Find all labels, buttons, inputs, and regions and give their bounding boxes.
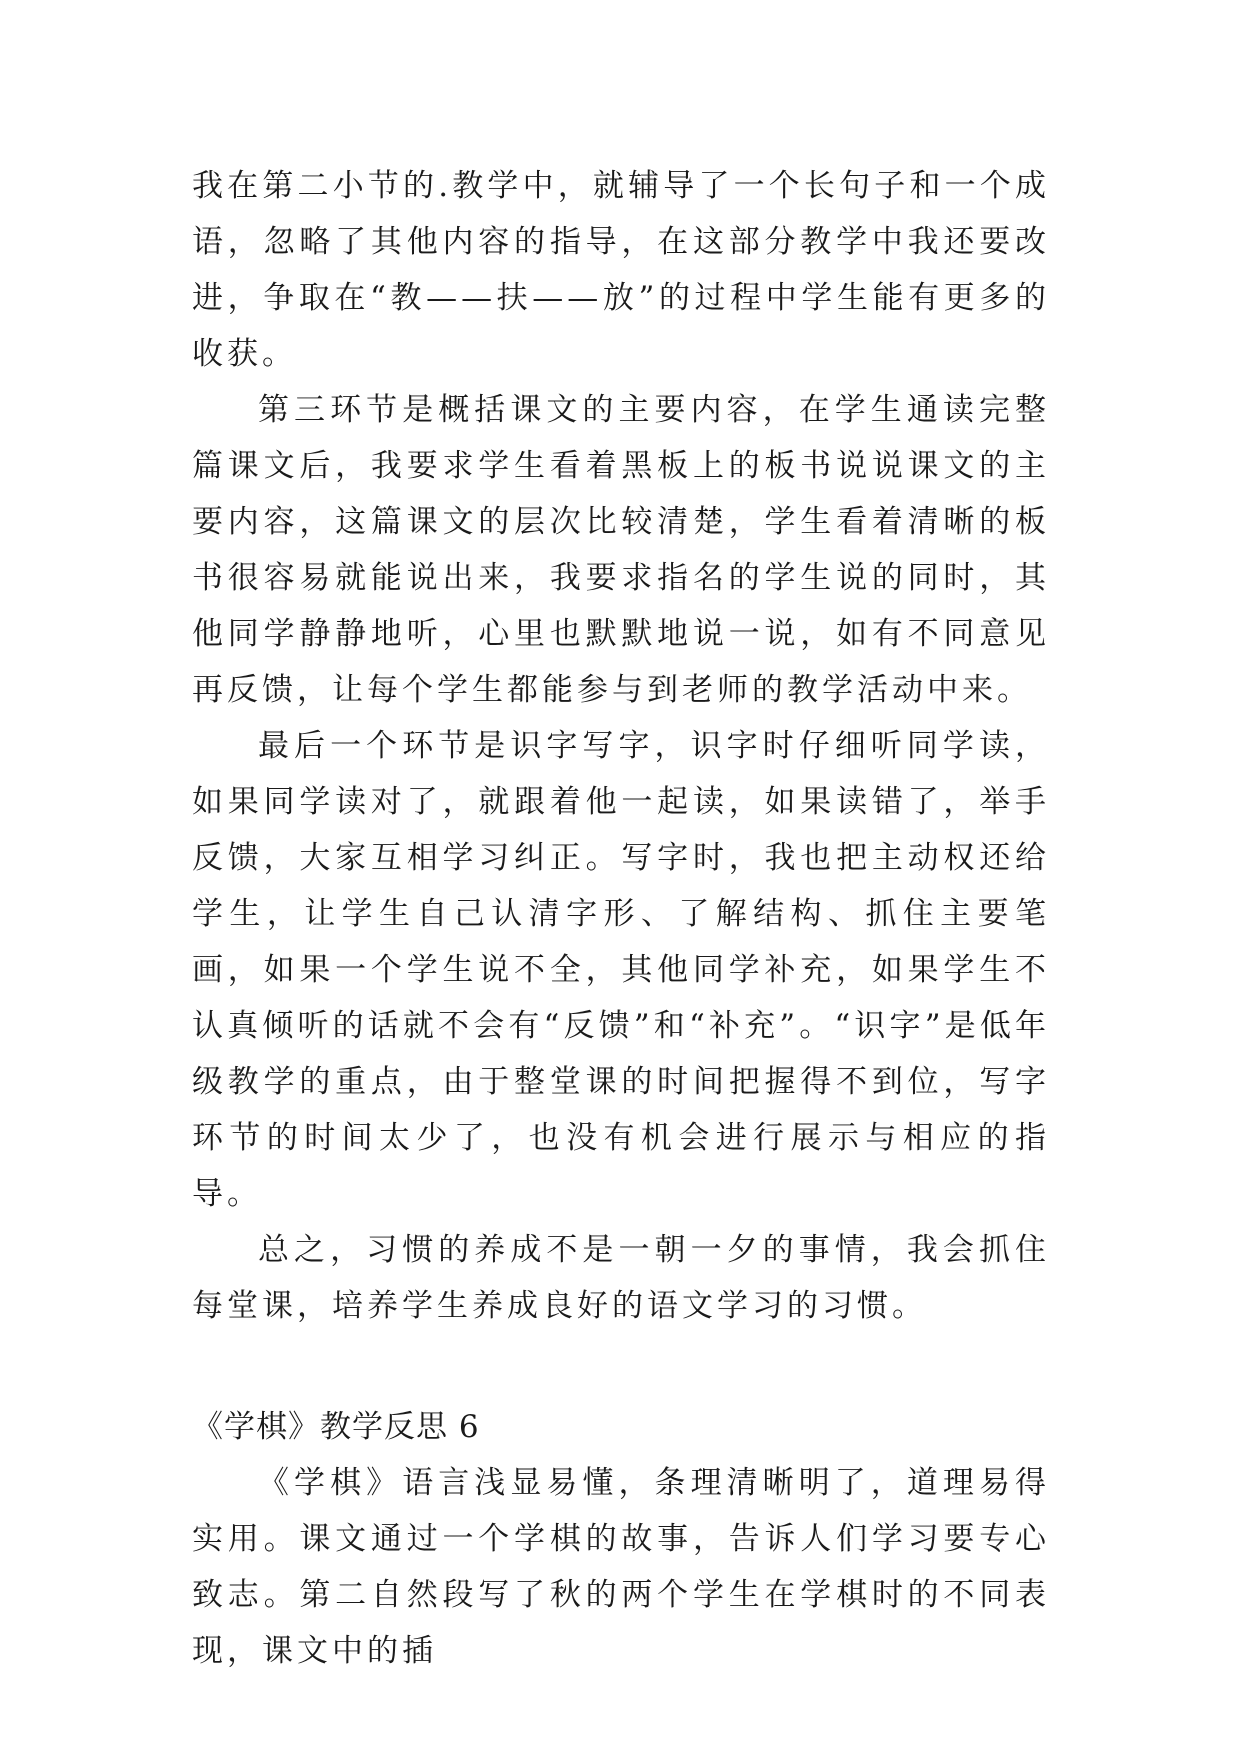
paragraph-4: 总之，习惯的养成不是一朝一夕的事情，我会抓住每堂课，培养学生养成良好的语文学习的习惯。	[192, 1232, 1050, 1324]
paragraph-2: 第三环节是概括课文的主要内容，在学生通读完整篇课文后，我要求学生看着黑板上的板书说说课文的主要内容，这篇课文的层次比较清楚，学生看着清晰的板书很容易就能说出来，我要求指名的学生说的同时，其他同学静静地听，心里也默默地说一说，如有不同意见再反馈，让每个学生都能参与到老师的教学活动中来。	[192, 392, 1050, 708]
document-body	[192, 158, 1050, 1679]
section-heading: 《学棋》教学反思 6	[192, 1409, 480, 1445]
paragraph-5: 《学棋》语言浅显易懂，条理清晰明了，道理易得实用。课文通过一个学棋的故事，告诉人们学习要专心致志。第二自然段写了秋的两个学生在学棋时的不同表现，课文中的插	[192, 1465, 1050, 1669]
paragraph-1: 我在第二小节的.教学中，就辅导了一个长句子和一个成语，忽略了其他内容的指导，在这部分教学中我还要改进，争取在“教——扶——放”的过程中学生能有更多的收获。	[192, 168, 1050, 372]
paragraph-3: 最后一个环节是识字写字，识字时仔细听同学读，如果同学读对了，就跟着他一起读，如果读错了，举手反馈，大家互相学习纠正。写字时，我也把主动权还给学生，让学生自己认清字形、了解结构、抓住主要笔画，如果一个学生说不全，其他同学补充，如果学生不认真倾听的话就不会有“反馈”和“补充”。“识字”是低年级教学的重点，由于整堂课的时间把握得不到位，写字环节的时间太少了，也没有机会进行展示与相应的指导。	[192, 728, 1050, 1212]
